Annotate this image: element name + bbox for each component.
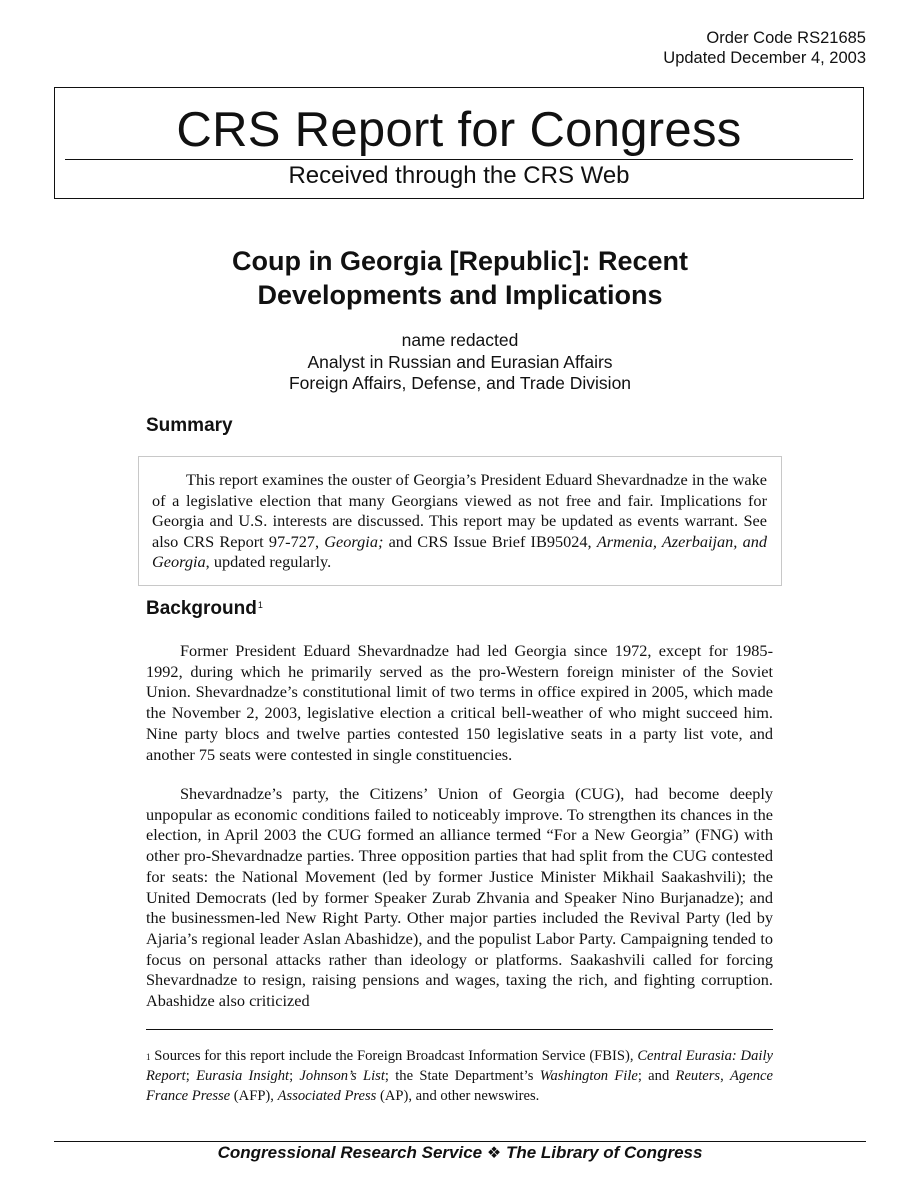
document-title-line-1: Coup in Georgia [Republic]: Recent	[231, 246, 689, 276]
footnote-mark: 1	[146, 1052, 151, 1062]
document-title-line-2: Developments and Implications	[257, 280, 663, 310]
footnote: $^1$ Sources for this report include the Foreign Broadcast Information Service (FBIS), Central Eurasia: Daily Report; Eurasia Insight; Johnson’s List; the State Department’s Washington File; and Reuters, Agence France Presse (AFP), Associated Press (AP), and other newswires.	[146, 1048, 773, 1104]
summary-text: This report examines the ouster of Georgia’s President Eduard Shevardnadze in the wake of a legislative election that many Georgians viewed as not free and fair. Implications for Georgia and U.S. interests are discussed. This report may be updated as events warrant. See also CRS Report 97-727, Georgia; and CRS Issue Brief IB95024, Armenia, Azerbaijan, and Georgia, updated regularly.	[152, 470, 767, 572]
report-banner	[54, 87, 864, 199]
page-footer	[54, 1143, 866, 1163]
background-heading: Background$^1$	[146, 598, 263, 619]
updated-date: Updated December 4, 2003	[663, 49, 866, 67]
banner-title: CRS Report for Congress	[176, 103, 742, 157]
order-code-block	[663, 28, 866, 68]
background-paragraph-1: Former President Eduard Shevardnadze had led Georgia since 1972, except for 1985-1992, during which he primarily served as the pro-Western foreign minister of the Soviet Union. Shevardnadze’s constitutional limit of two terms in office expired in 2005, which made the November 2, 2003, legislative election a critical bell-weather of who might succeed him. Nine party blocs and twelve parties contested 150 legislative seats in a party list vote, and another 75 seats were contested in single constituencies.	[146, 641, 773, 764]
footnote-reference[interactable]: 1	[257, 600, 263, 610]
footer-divider	[54, 1141, 866, 1142]
summary-heading: Summary	[146, 415, 233, 436]
footer-right: The Library of Congress	[505, 1143, 703, 1162]
order-code: Order Code RS21685	[706, 29, 866, 47]
author-role: Analyst in Russian and Eurasian Affairs	[307, 351, 613, 372]
author-block	[146, 330, 774, 395]
diamond-separator-icon: ❖	[486, 1143, 502, 1162]
footnote-divider	[146, 1029, 773, 1030]
footer-left: Congressional Research Service	[217, 1143, 483, 1162]
document-title	[146, 244, 774, 312]
author-division: Foreign Affairs, Defense, and Trade Division	[288, 373, 632, 393]
author-name: name redacted	[401, 330, 519, 350]
background-paragraph-2: Shevardnadze’s party, the Citizens’ Union of Georgia (CUG), had become deeply unpopular as economic conditions failed to noticeably improve. To strengthen its chances in the election, in April 2003 the CUG formed an alliance termed “For a New Georgia” (FNG) with other pro-Shevardnadze parties. Three opposition parties that had split from the CUG contested for seats: the National Movement (led by former Justice Minister Mikhail Saakashvili); the United Democrats (led by former Speaker Zurab Zhvania and Speaker Nino Burjanadze); and the businessmen-led New Right Party. Other major parties included the Revival Party (led by Ajaria’s regional leader Aslan Abashidze), and the populist Labor Party. Campaigning tended to focus on personal attacks rather than ideology or platforms. Saakashvili called for forcing Shevardnadze to resign, raising pensions and wages, taxing the rich, and fighting corruption. Abashidze also criticized	[146, 784, 773, 1011]
banner-subtitle: Received through the CRS Web	[288, 162, 630, 189]
banner-divider	[65, 159, 853, 160]
summary-box	[138, 456, 782, 586]
